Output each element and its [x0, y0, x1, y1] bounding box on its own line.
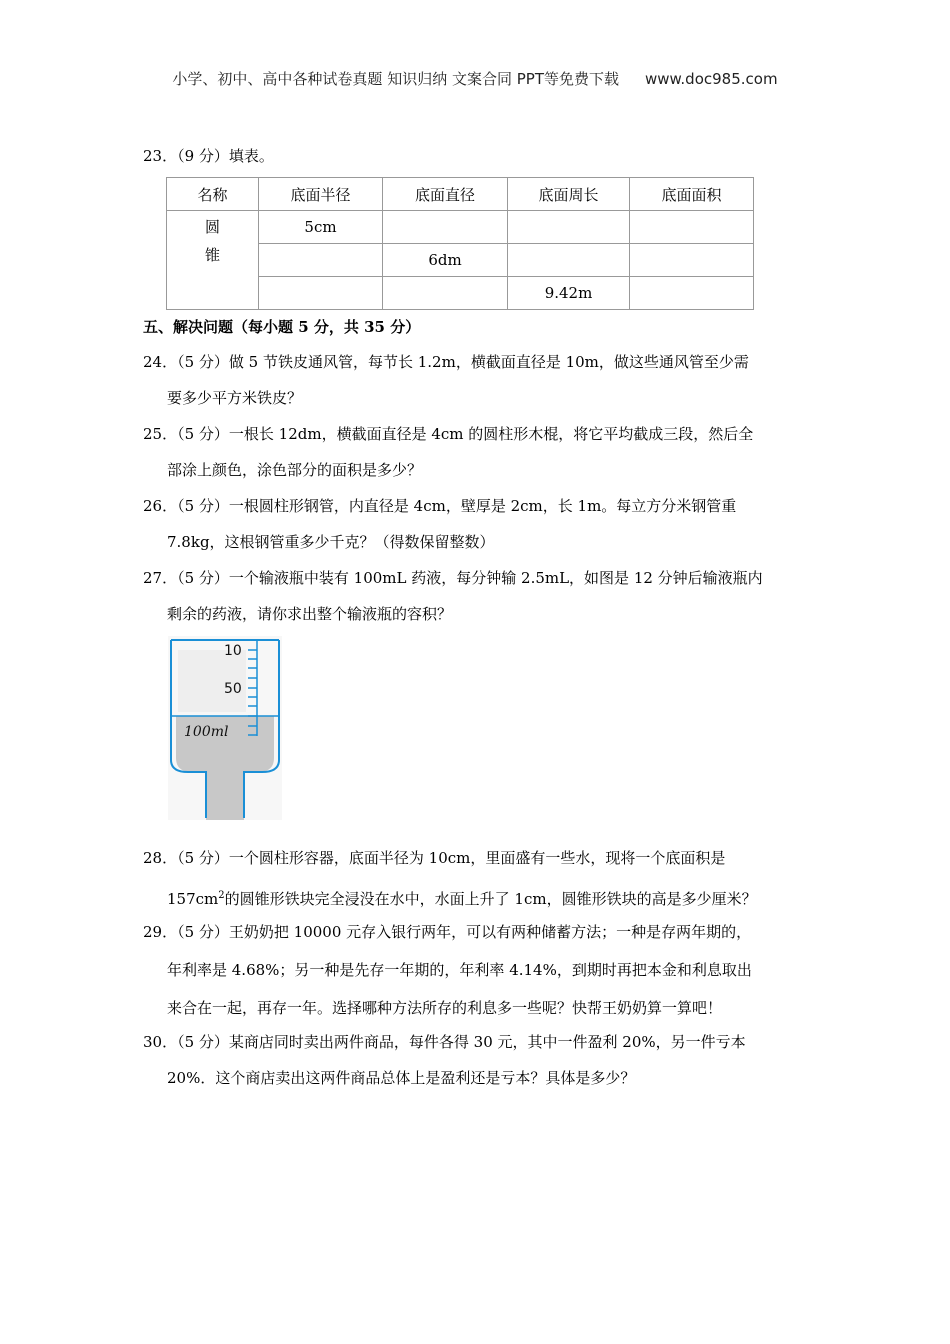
table-cell — [383, 277, 508, 310]
fill-table — [166, 177, 754, 310]
q26-line-2: 7.8kg，这根钢管重多少千克？（得数保留整数） — [167, 533, 495, 551]
q25-line-2: 部涂上颜色，涂色部分的面积是多少？ — [167, 461, 423, 479]
header-site: www.doc985.com — [644, 70, 778, 88]
q27-line-1: 27．（5 分）一个输液瓶中装有 100mL 药液，每分钟输 2.5mL，如图是 12 分钟后输液瓶内 — [143, 569, 763, 587]
q28-line-2-rest: 的圆锥形铁块完全浸没在水中，水面上升了 1cm，圆锥形铁块的高是多少厘米？ — [224, 890, 757, 908]
table-row — [167, 211, 754, 244]
table-cell — [508, 211, 630, 244]
q29-line-3: 来合在一起，再存一年。选择哪种方法所存的利息多一些呢？快帮王奶奶算一算吧！ — [167, 999, 723, 1017]
q25-line-1: 25．（5 分）一根长 12dm，横截面直径是 4cm 的圆柱形木棍，将它平均截成三段，然后全 — [143, 425, 754, 443]
liquid-volume-label: 100ml — [184, 724, 229, 740]
table-cell: 5cm — [259, 211, 383, 244]
q30-line-2: 20%．这个商店卖出这两件商品总体上是盈利还是亏本？具体是多少？ — [167, 1069, 636, 1087]
q23-title: 23．（9 分）填表。 — [143, 147, 274, 165]
scale-label-mid: 50 — [224, 681, 242, 697]
table-cell — [508, 244, 630, 277]
table-cell — [383, 211, 508, 244]
q28-line-1: 28．（5 分）一个圆柱形容器，底面半径为 10cm，里面盛有一些水，现将一个底面积是 — [143, 849, 726, 867]
cone-name-cell — [167, 211, 259, 310]
cone-char-1: 圆 — [204, 218, 220, 236]
header-cell-radius: 底面半径 — [259, 178, 383, 211]
q26-line-1: 26．（5 分）一根圆柱形钢管，内直径是 4cm，壁厚是 2cm，长 1m。每立方分米钢管重 — [143, 497, 737, 515]
header-text: 小学、初中、高中各种试卷真题 知识归纳 文案合同 PPT等免费下载 — [172, 70, 619, 88]
q29-line-2: 年利率是 4.68%；另一种是先存一年期的，年利率 4.14%，到期时再把本金和利息取出 — [167, 961, 752, 979]
q28-area-exponent: 2 — [218, 890, 225, 901]
q24-line-2: 要多少平方米铁皮？ — [167, 389, 303, 407]
header-cell-diameter: 底面直径 — [383, 178, 508, 211]
table-cell — [630, 277, 754, 310]
q28-line-2 — [167, 886, 757, 909]
infusion-bottle-figure — [168, 636, 282, 820]
table-cell — [259, 277, 383, 310]
table-cell: 9.42m — [508, 277, 630, 310]
page-header — [0, 68, 950, 89]
q27-line-2: 剩余的药液，请你求出整个输液瓶的容积？ — [167, 605, 453, 623]
table-header-row — [167, 178, 754, 211]
table-cell: 6dm — [383, 244, 508, 277]
table-cell — [630, 211, 754, 244]
table-cell — [630, 244, 754, 277]
cone-char-2: 锥 — [204, 246, 220, 264]
q28-area-value: 157cm — [167, 890, 219, 908]
header-cell-area: 底面面积 — [630, 178, 754, 211]
header-cell-circumference: 底面周长 — [508, 178, 630, 211]
q29-line-1: 29．（5 分）王奶奶把 10000 元存入银行两年，可以有两种储蓄方法；一种是存两年期的， — [143, 923, 752, 941]
q30-line-1: 30．（5 分）某商店同时卖出两件商品，每件各得 30 元，其中一件盈利 20%，另一件亏本 — [143, 1033, 746, 1051]
header-cell-name: 名称 — [167, 178, 259, 211]
section-5-title: 五、解决问题（每小题 5 分，共 35 分） — [143, 318, 421, 336]
q24-line-1: 24．（5 分）做 5 节铁皮通风管，每节长 1.2m，横截面直径是 10m，做这些通风管至少需 — [143, 353, 749, 371]
scale-label-top: 10 — [224, 643, 242, 659]
table-cell — [259, 244, 383, 277]
